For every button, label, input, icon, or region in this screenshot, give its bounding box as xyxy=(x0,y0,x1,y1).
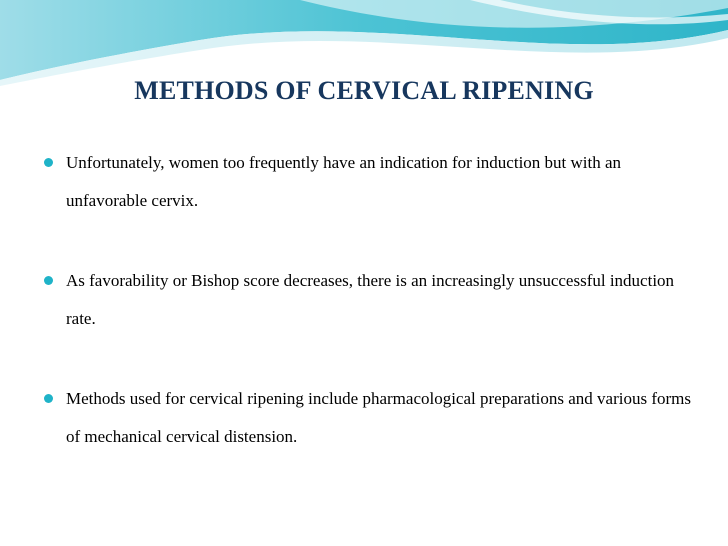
bullet-dot-icon xyxy=(44,276,53,285)
bullet-dot-icon xyxy=(44,394,53,403)
bullet-text: Unfortunately, women too frequently have an indication for induction but with an unfavorable cervix. xyxy=(66,153,622,210)
bullet-item xyxy=(44,262,694,338)
bullet-item xyxy=(44,380,694,456)
slide-title: METHODS OF CERVICAL RIPENING xyxy=(134,76,594,105)
bullet-text: As favorability or Bishop score decreases, there is an increasingly unsuccessful induction rate. xyxy=(66,271,675,328)
bullet-item xyxy=(44,144,694,220)
bullet-text: Methods used for cervical ripening include pharmacological preparations and various forms of mechanical cervical distension. xyxy=(66,389,692,446)
bullet-dot-icon xyxy=(44,158,53,167)
bullet-list xyxy=(44,144,694,498)
